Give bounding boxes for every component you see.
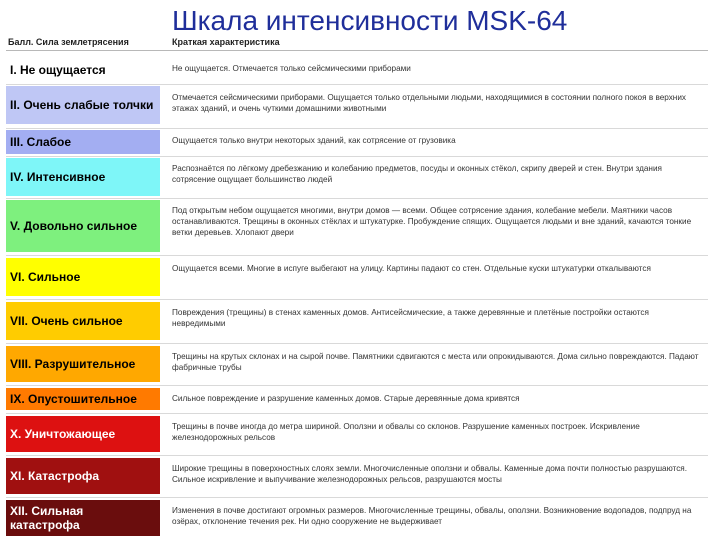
intensity-description: Не ощущается. Отмечается только сейсмическими приборами	[172, 64, 411, 73]
intensity-description: Повреждения (трещины) в стенах каменных домов. Антисейсмические, а также деревянные и плетёные постройки остаются невредимыми	[172, 308, 649, 328]
intensity-label-text: VIII. Разрушительное	[10, 357, 136, 371]
table-row	[0, 130, 720, 156]
intensity-description: Сильное повреждение и разрушение каменных домов. Старые деревянные дома кривятся	[172, 394, 520, 403]
table-row	[0, 500, 720, 538]
table-row	[0, 58, 720, 84]
row-divider	[6, 84, 708, 85]
intensity-table	[0, 52, 720, 540]
intensity-label-text: XII. Сильная катастрофа	[10, 504, 84, 532]
intensity-label	[6, 86, 160, 124]
intensity-label-text: IV. Интенсивное	[10, 170, 106, 184]
intensity-label-text: IX. Опустошительное	[10, 392, 137, 406]
table-row	[0, 302, 720, 342]
intensity-label	[6, 388, 160, 410]
intensity-label-text: XI. Катастрофа	[10, 469, 100, 483]
intensity-description: Ощущается только внутри некоторых зданий, как сотрясение от грузовика	[172, 136, 456, 145]
header-description: Краткая характеристика	[172, 37, 280, 47]
table-row	[0, 86, 720, 126]
table-row	[0, 200, 720, 254]
table-row	[0, 416, 720, 454]
intensity-label	[6, 458, 160, 494]
intensity-description: Трещины на крутых склонах и на сырой почве. Памятники сдвигаются с места или опрокидываются. Дома сильно повреждаются. Падают фабричные трубы	[172, 352, 699, 372]
intensity-label-text: VII. Очень сильное	[10, 314, 123, 328]
intensity-label	[6, 200, 160, 252]
table-row	[0, 458, 720, 496]
row-divider	[6, 255, 708, 256]
intensity-label-text: X. Уничтожающее	[10, 427, 116, 441]
intensity-label	[6, 158, 160, 196]
header-divider	[6, 50, 708, 51]
intensity-label-text: V. Довольно сильное	[10, 219, 138, 233]
intensity-description: Изменения в почве достигают огромных размеров. Многочисленные трещины, обвалы, оползни. Возникновение водопадов, подпруд на озёрах, отклонение течения рек. Ни одно сооружение не выдерживает	[172, 506, 692, 526]
intensity-description: Ощущается всеми. Многие в испуге выбегают на улицу. Картины падают со стен. Отдельные куски штукатурки откалываются	[172, 264, 651, 273]
intensity-label	[6, 346, 160, 382]
intensity-label-text: II. Очень слабые толчки	[10, 98, 154, 112]
row-divider	[6, 156, 708, 157]
row-divider	[6, 497, 708, 498]
table-row	[0, 388, 720, 412]
intensity-description: Широкие трещины в поверхностных слоях земли. Многочисленные оползни и обвалы. Каменные дома почти полностью разрушаются. Сильное искривление и выпучивание железнодорожных рельсов, разрушаются мосты	[172, 464, 687, 484]
table-row	[0, 158, 720, 198]
row-divider	[6, 198, 708, 199]
page-title: Шкала интенсивности MSK-64	[172, 5, 568, 36]
intensity-label-text: I. Не ощущается	[10, 63, 106, 77]
table-row	[0, 258, 720, 298]
row-divider	[6, 413, 708, 414]
intensity-description: Под открытым небом ощущается многими, внутри домов — всеми. Общее сотрясение здания, колебание мебели. Маятники часов останавливаются. Трещины в оконных стёклах и штукатурке. Пробуждение спящих. Ощущается людьми и вне зданий, качаются тонкие ветки деревьев. Хлопают двери	[172, 206, 692, 237]
header-intensity: Балл. Сила землетрясения	[8, 37, 129, 47]
intensity-label	[6, 500, 160, 536]
intensity-description: Отмечается сейсмическими приборами. Ощущается только отдельными людьми, находящимися в состоянии полного покоя в верхних этажах зданий, и очень чуткими домашними животными	[172, 93, 686, 113]
table-header	[0, 34, 720, 50]
intensity-label	[6, 58, 160, 82]
intensity-description: Трещины в почве иногда до метра шириной. Оползни и обвалы со склонов. Разрушение каменных построек. Искривление железнодорожных рельсов	[172, 422, 640, 442]
intensity-label	[6, 416, 160, 452]
table-row	[0, 346, 720, 384]
row-divider	[6, 455, 708, 456]
intensity-label	[6, 130, 160, 154]
row-divider	[6, 299, 708, 300]
row-divider	[6, 128, 708, 129]
intensity-label	[6, 302, 160, 340]
row-divider	[6, 385, 708, 386]
intensity-label-text: III. Слабое	[10, 135, 72, 149]
intensity-label	[6, 258, 160, 296]
row-divider	[6, 343, 708, 344]
intensity-description: Распознаётся по лёгкому дребезжанию и колебанию предметов, посуды и оконных стёкол, скрипу дверей и стен. Внутри здания сотрясение ощущает большинство людей	[172, 164, 662, 184]
intensity-label-text: VI. Сильное	[10, 270, 81, 284]
